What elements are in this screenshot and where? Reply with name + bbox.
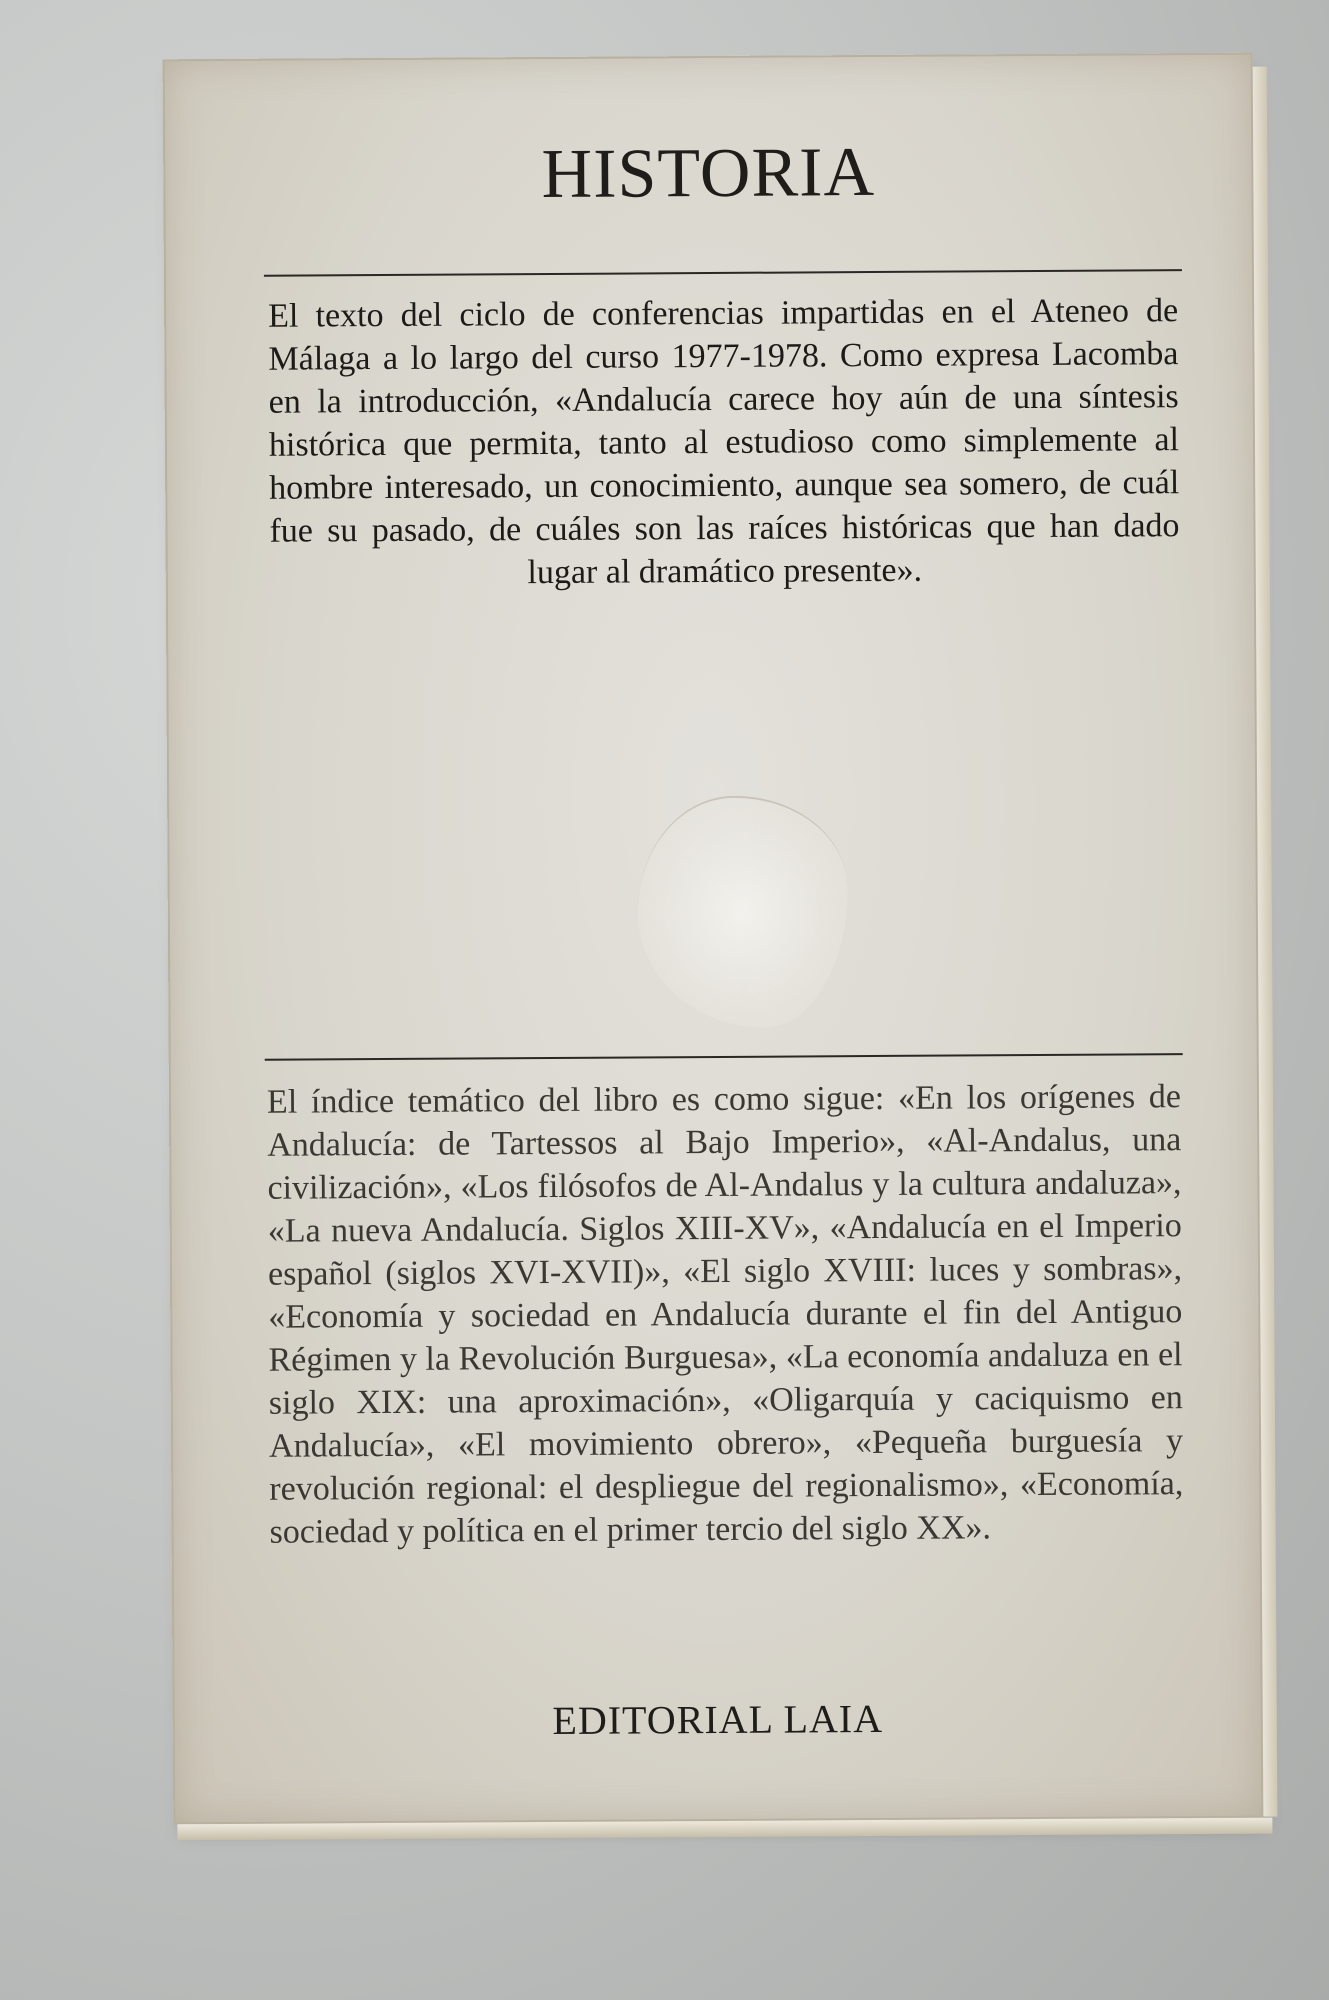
description-text: El texto del ciclo de conferencias impartidas en el Ateneo de Málaga a lo largo del curso 1977-1978. Como expresa Lacomba en la introducción, «Andalucía carece hoy aún de una síntesis histórica que permita, tanto al estudioso como simplemente al hombre interesado, un conocimiento, aunque sea somero, de cuál fue su pasado, de cuáles son las raíces históricas que han dado lugar al dramático presente». [268,292,1180,592]
top-divider [264,269,1182,277]
page-edges-right [1253,67,1278,1817]
cover-stain [637,795,848,1028]
book-back-cover [163,53,1264,1825]
middle-divider [265,1053,1183,1061]
page-edges-bottom [177,1818,1272,1841]
index-text: El índice temático del libro es como sigue: «En los orígenes de Andalucía: de Tartessos al Bajo Imperio», «Al-Andalus, una civilización», «Los filósofos de Al-Andalus y la cultura andaluza», «La nueva Andalucía. Siglos XIII-XV», «Andalucía en el Imperio español (siglos XVI-XVII)», «El siglo XVIII: luces y sombras», «Economía y sociedad en Andalucía durante el fin del Antiguo Régimen y la Revolución Burguesa», «La economía andaluza en el siglo XIX: una aproximación», «Oligarquía y caciquismo en Andalucía», «El movimiento obrero», «Pequeña burguesía y revolución regional: el despliegue del regionalismo», «Economía, sociedad y política en el primer tercio del siglo XX». [266,1078,1184,1551]
cover-title: HISTORIA [541,133,876,214]
publisher-name: EDITORIAL LAIA [552,1695,884,1743]
